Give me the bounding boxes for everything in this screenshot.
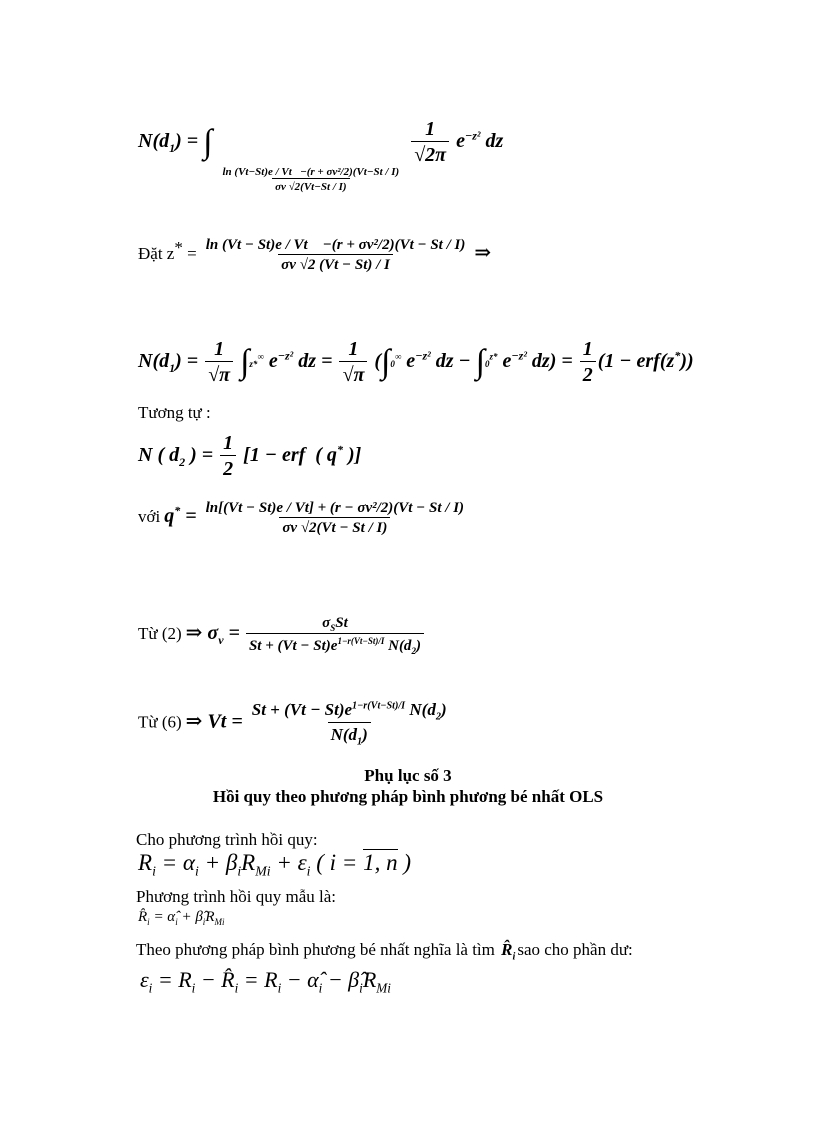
ols-description bbox=[136, 940, 633, 962]
residual-equation: $\varepsilon_i = R_i$ − $R̂_i = R_i$ − $\alphâ_i$ − $\betâ_iR_{Mi}$ bbox=[140, 967, 391, 996]
equation-n-d1-erf: $N(d_1)$ = $\frac{1}{√\pi}$ ∫z*∞ $e^{-z^2}$ dz = $\frac{1}{√\pi}$ (∫0∞ $e^{-z^2}$ dz − $\int 0^{z*}$ $e^{-z^2}$ dz) = $\frac{1}{2}$ (1 − erf(z*)) bbox=[138, 338, 694, 386]
equals-sign: = bbox=[182, 244, 197, 264]
vt-lhs: ⇒ Vt = bbox=[185, 710, 243, 733]
dat-z-label: Đặt z bbox=[138, 244, 175, 264]
voi-label: với bbox=[138, 507, 161, 527]
vt-fraction: $\frac{St + (Vt - St)e^{1-r(Vt-St)/I} N(d_2)}{N(d_1)}$ bbox=[251, 700, 447, 748]
r-hat-symbol: $R̂_i$ bbox=[501, 940, 516, 963]
equation-n-d2: N ( $d_2$ ) = $\frac{1}{2}$ [1 − erf ( q* )] bbox=[138, 432, 362, 480]
sample-regression-equation: $R̂_i$ = $\alphâ_i$ + $\betâ_iR_{Mi}$ bbox=[138, 909, 225, 927]
implies-arrow: ⇒ bbox=[474, 242, 492, 265]
regression-intro: Cho phương trình hồi quy: bbox=[136, 830, 318, 849]
normal-density-fraction: $\frac{1}{√2\pi}$ bbox=[411, 118, 449, 167]
sigma-v-lhs: ⇒ $\sigma_v$ = bbox=[185, 622, 240, 648]
equation-z-star bbox=[138, 237, 491, 274]
tu6-label: Từ (6) bbox=[138, 712, 182, 732]
equation-n-d1-integral: $N(d_1)$ = ∫ $\frac{\text{ln (Vt−St)e / Vt −(r + σv²/2)(Vt−St / I)}}{\sigma v √2(Vt-St / I)}$ $\frac{1}{√2\pi}$ $e^{-z^2}$ dz bbox=[138, 118, 504, 194]
appendix-title: Phụ lục số 3 bbox=[364, 766, 452, 785]
sample-regression-intro: Phương trình hồi quy mẫu là: bbox=[136, 887, 336, 906]
tuong-tu-label: Tương tự : bbox=[138, 403, 211, 422]
tu2-label: Từ (2) bbox=[138, 624, 182, 644]
z-star-sup: * bbox=[174, 237, 183, 257]
equation-vt bbox=[138, 700, 452, 748]
equation-sigma-v bbox=[138, 615, 426, 656]
integral-sign: ∫ bbox=[203, 123, 213, 161]
n-d1-lhs: $N(d_1)$ = bbox=[138, 130, 199, 156]
ols-text-b: sao cho phần dư: bbox=[517, 940, 633, 959]
z-star-fraction: $\frac{\text{ln (Vt − St)e / Vt −(r + σv²/2)(Vt − St / I)}}{\sigma v √2 (Vt - St) / I}$ bbox=[205, 237, 466, 273]
sigma-v-fraction: $\frac{\sigma_SSt}{St + (Vt - St)e^{1-r(Vt-St)/I} N(d_2)}$ bbox=[246, 615, 424, 656]
regression-equation: $R_i = \alpha_i + \beta_iR_{Mi} + \varepsilon_i$ ( i = 1, n ) bbox=[138, 850, 411, 879]
q-star-lhs: q* = bbox=[164, 503, 197, 528]
ols-text-a: Theo phương pháp bình phương bé nhất nghĩa là tìm bbox=[136, 940, 495, 959]
equation-q-star bbox=[138, 500, 469, 537]
integral-limit-fraction: $\frac{\text{ln (Vt−St)e / Vt −(r + σv²/2)(Vt−St / I)}}{\sigma v √2(Vt-St / I)}$ bbox=[222, 166, 400, 194]
appendix-subtitle: Hồi quy theo phương pháp bình phương bé nhất OLS bbox=[212, 787, 604, 806]
q-star-fraction: $\frac{\text{ln[(Vt − St)e / Vt] + (r − σv²/2)(Vt − St / I)}}{\sigma v √2(Vt - St / I)}$ bbox=[205, 500, 465, 536]
